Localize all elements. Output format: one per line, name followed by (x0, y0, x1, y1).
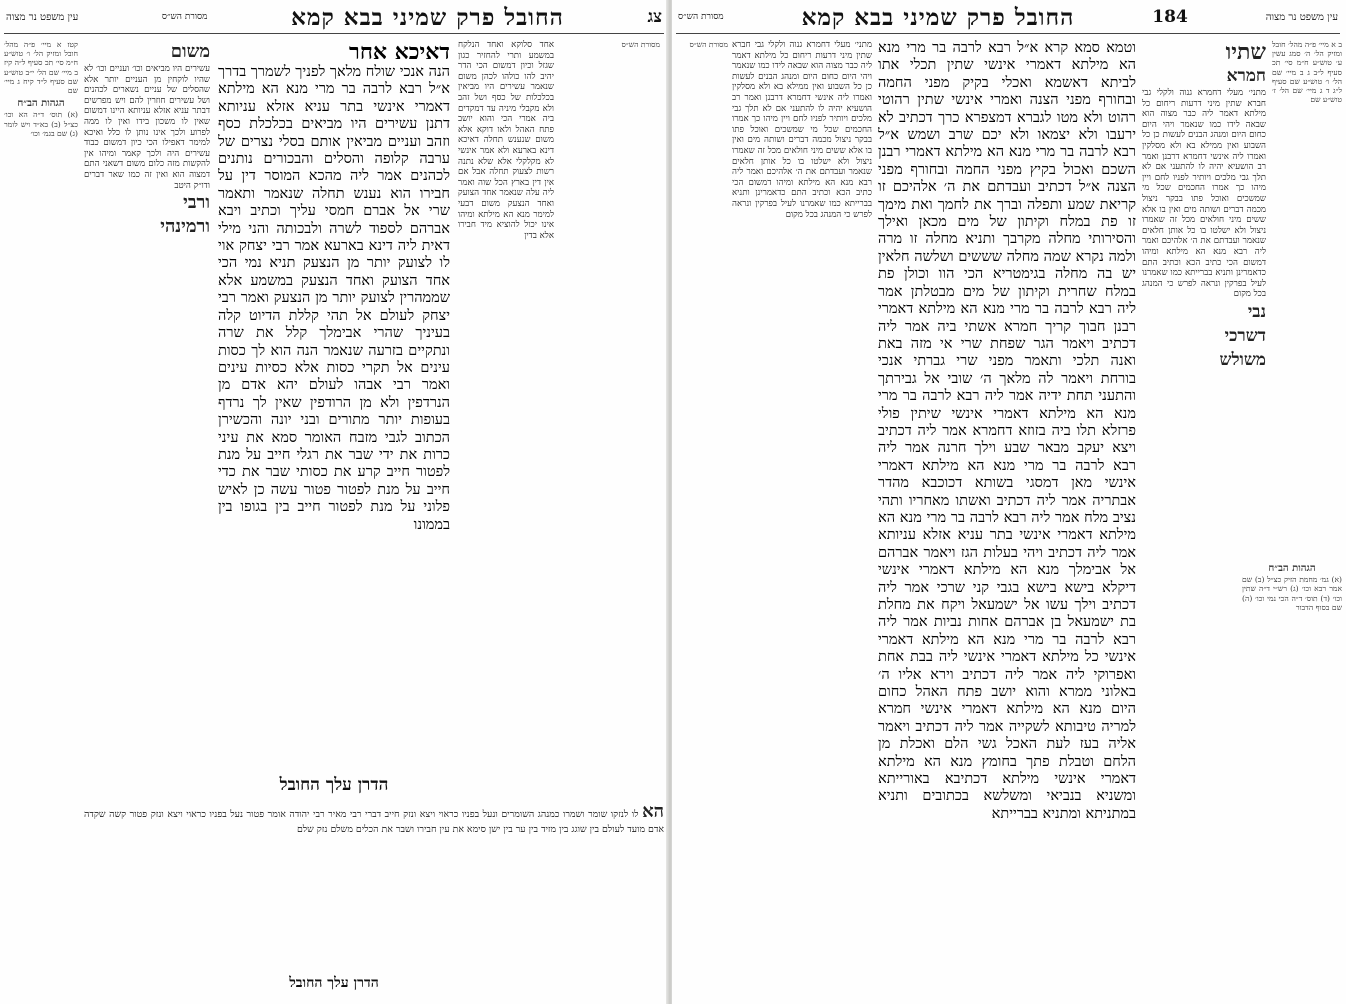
right-header-title: החובל פרק שמיני בבא קמא (801, 3, 1075, 31)
left-gemara-text: הנה אנכי שולח מלאך לפניך לשמרך בדרך א״ל רבא לרבה בר מרי מנא הא מילתא דאמרי אינשי בתר עניא אזלא עניותא דתנן עשירים היו מביאים בכלכלת כסף וזהב ועניים מביאין אותם בסלי נצרים של ערבה קלופה והסלים והבכורים נותנים לכהנים אמר ליה מהכא המוסר דין על חבירו הוא נענש תחלה שנאמר ותאמר שרי אל אברם חמסי עליך וכתיב ויבא אברהם לספוד לשרה ולבכותה והני מילי דאית ליה דינא בארעא אמר רבי יצחק אוי לו לצועק יותר מן הנצעק תניא נמי הכי אחד הצועק ואחד הנצעק במשמע אלא שממהרין לצועק יותר מן הנצעק ואמר רבי יצחק לעולם אל תהי קללת הדיוט קלה בעיניך שהרי אבימלך קלל את שרה ונתקיים בזרעה שנאמר הנה הוא לך כסות עינים אל תקרי כסות אלא כסיות עינים ואמר רבי אבהו לעולם יהא אדם מן הנרדפין ולא מן הרודפין שאין לך נרדף בעופות יותר מתורים ובני יונה והכשירן הכתוב לגבי מזבח האומר סמא את עיני כרות את ידי שבר את רגלי חייב על מנת לפטור חייב קרע את כסותי שבר את כדי חייב על מנת לפטור פטור עשה כן לאיש פלוני על מנת לפטור חייב בין בגופו בין בממונו (218, 64, 450, 533)
left-rashi-column: אחד סלוקא ואחד הנלקח במשמע ותרי להחזיר כגון שגזל וכיון דמשום הכי הדר יהיב להו כולהו לכהן משום שנאמר עשירים היו מביאין בכלכלות של כסף ושל זהב ולא מקבלי מיניה עד דמקדים ביה אמרי הכי והוא יושב פתח האהל ולאו דוקא אלא משום שנענש תחלה דאיכא דינא בארעא ולא אמר אינשי לא מקלקלי אלא שלא נתנה רשות לצעוק תחלה אבל אם אין דין בארץ הכל שוה ואמר ליה עלה שנאמר אחד הצועק ואחד הנצעק משום דבעי למימר מנא הא מילתא ומיהו אינו יכול להוציא מיד חבירו אלא בדין (458, 40, 554, 241)
left-ein-mishpat-label: עין משפט נר מצוה (6, 11, 79, 23)
right-hagahot (1242, 560, 1342, 820)
right-side-word-4: משולש (1219, 349, 1266, 370)
right-rashi-column (1142, 40, 1266, 560)
left-header-title: החובל פרק שמיני בבא קמא (291, 3, 564, 31)
right-mishnah-lead: שתיו (1225, 40, 1266, 65)
left-header (6, 2, 662, 32)
right-inner-masoret: מסורת הש״ס (689, 40, 728, 49)
right-hagahot-text: (א) גמ׳ מחמת הזיק כצ״ל (ב) שם אמר רבא וכו׳ (ג) רש״י ד״ה שתין וכו׳ (ד) תוס׳ ד״ה הכי נמי וכו׳ (ה) שם בסוף הדבור (1242, 575, 1342, 612)
left-bottom-text (84, 800, 664, 970)
left-chapter-end-heading: הדרן עלך החובל (279, 775, 389, 795)
right-side-word-1: חמרא (1226, 66, 1266, 86)
left-masoret-label: מסורת הש״ס (161, 12, 208, 22)
right-header (678, 2, 1338, 32)
right-masoret-label: מסורת הש״ס (678, 12, 724, 22)
left-hagahot-title: הגהות הב״ח (17, 98, 65, 110)
right-side-word-2: נבי (1247, 301, 1266, 322)
right-inner-margin (676, 40, 728, 840)
left-side-word-1: משום (170, 41, 210, 62)
right-rashi-text: מתני׳ מעלי דחמרא גנוה ולקלי גבי חברא שתין מיני דרעות ריחום כל מילתא דאמר ליה כבר מצוה הוא שבאה לידו כמו שנאמר ויהי היום כחום היום ומנהג הבנים לעשות כן כל השבוע ואין ממילא בא ולא מסלקין ואמרו ליה אינשי דחמרא דרבנן ואמר רב הושעיא יהיה לו להתעני אם לא תלך גבי מלכים ויותיר לפניו לחם ויין מיהו כך אמרו החכמים שכל מי שמשכים ואוכל פתו בבקר ניצול מכמה דברים ושותה מים ואין בו אלא ששים מיני חולאים מכל זה שאמרו ניצול ולא ישלטו בו כל אותן חלאים שנאמר ועבדתם את ה׳ אלהיכם ואמר ליה רבא מנא הא מילתא ומיהו דמשום הכי כתיב הכא וכתיב התם כדאמרינן ותניא בברייתא כמו שאמרנו לעיל בפרקין ונראה לפרש כי המנהג בכל מקום (1142, 88, 1266, 300)
left-tosafot-column (84, 40, 210, 770)
left-inner-margin (560, 40, 660, 740)
left-bottom-chapter-end: הדרן עלך החובל (289, 975, 379, 991)
right-page-number: 184 (1152, 7, 1188, 27)
left-side-word-3: ורמינהי (160, 216, 210, 238)
left-inner-masoret: מסורת הש״ס (621, 40, 660, 49)
left-margin-text: קטז א מיי׳ פ״ה מהל׳ חובל ומזיק הל׳ ו׳ טוש״ע ח״מ סי׳ תכ סעיף ל״ה קיז ב מיי׳ שם הל׳ י״ב טוש״ע שם סעיף ל״ד קיח ג מיי׳ שם (4, 40, 78, 96)
right-outer-margin (1272, 40, 1342, 600)
right-hagahot-title: הגהות הב״ח (1268, 563, 1316, 574)
right-gemara-column: וטמא סמא קרא א״ל רבא לרבה בר מרי מנא הא מילתא דאמרי אינשי שתין תכלי אתו לביתא דאשמא ואכלי בקיק מפני החמה ובחורף מפני הצנה ואמרי אינשי שתין רהוטי רהוט ולא מטו לגברא דמצפרא כרך דכתיב לא ירעבו ולא יצמאו ולא יכם שרב ושמש א״ל רבא לרבה בר מרי מנא הא מילתא דאמרי רבנן השכם ואכול בקיץ מפני החמה ובחורף מפני הצנה א״ל דכתיב ועבדתם את ה׳ אלהיכם זו קריאת שמע ותפלה וברך את לחמך ואת מימך זו פת במלח וקיתון של מים מכאן ואילך והסירותי מחלה מקרבך ותניא מחלה זו מרה ולמה נקרא שמה מחלה שששים ושלשה חלאין יש בה מחלה בגימטריא הכי הוו וכולן פת במלח שחרית וקיתון של מים מבטלתן אמר ליה רבא לרבה בר מרי מנא הא מילתא דאמרי רבנן חבוך קריך חמרא אשתי ביה אמר ליה דכתיב ויאמר הגר שפחת שרי אי מזה באת ואנה תלכי ותאמר מפני שרי גברתי אנכי בורחת ויאמר לה מלאך ה׳ שובי אל גבירתך והתעני תחת ידיה אמר ליה רבא לרבה בר מרי מנא הא מילתא דאמרי אינשי שיתין פולי פרזלא תלו ביה בזוזא דחמרא אמר ליה דכתיב ויצא יעקב מבאר שבע וילך חרנה אמר ליה רבא לרבה בר מרי מנא הא מילתא דאמרי אינשי מאן דמסגי בשותא דכוכבא מהדר אבתריה אמר ליה דכתיב ואשתו מאחריו ותהי נציב מלח אמר ליה רבא לרבה בר מרי מנא הא מילתא דאמרי אינשי בתר עניא אזלא עניותא אמר ליה דכתיב ויהי בעלות הגז ויאמר אברהם אל אבימלך מנא הא מילתא דאמרי אינשי דיקלא בישא בישא בגבי קני שרכי אמר ליה דכתיב וילך עשו אל ישמעאל ויקח את מחלת בת ישמעאל בן אברהם אחות נביות אמר ליה רבא לרבה בר מרי מנא הא מילתא דאמרי אינשי כל מילתא דאמרי אינשי ליה בבת אחת ואפרוקי ליה אמר ליה דכתיב וירא אליו ה׳ באלוני ממרא והוא יושב פתח האהל כחום היום מנא הא מילתא דאמרי אינשי חמרא למריה טיבותא לשקייה אמר ליה דכתיב ויאמר אליה בעז לעת האכל גשי הלם ואכלת מן הלחם וטבלת פתך בחומץ מנא הא מילתא דאמרי אינשי מילתא דכתיבא באורייתא ומשניא בנביאי ומשלשא בכתובים ותניא במתניתא ומתניא בברייתא (878, 40, 1136, 822)
right-page (672, 0, 1346, 1004)
left-opening-words: דאיכא אחר (349, 40, 450, 65)
right-tosafot-column: מתני׳ מעלי דחמרא גנוה ולקלי גבי חברא שתין מיני דרעות ריחום כל מילתא דאמר ליה כבר מצוה הוא שבאה לידו כמו שנאמר ויהי היום כחום היום ומנהג הבנים לעשות כן כל השבוע ואין ממילא בא ולא מסלקין ואמרו ליה אינשי דחמרא דרבנן ואמר רב הושעיא יהיה לו להתעני אם לא תלך גבי מלכים ויותיר לפניו לחם ויין מיהו כך אמרו החכמים שכל מי שמשכים ואוכל פתו בבקר ניצול מכמה דברים ושותה מים ואין בו אלא ששים מיני חולאים מכל זה שאמרו ניצול ולא ישלטו בו כל אותן חלאים שנאמר ועבדתם את ה׳ אלהיכם ואמר ליה רבא מנא הא מילתא ומיהו דמשום הכי כתיב הכא וכתיב התם כדאמרינן ותניא בברייתא כמו שאמרנו לעיל בפרקין ונראה לפרש כי המנהג בכל מקום (732, 40, 872, 220)
left-bottom-heading: הא (642, 801, 664, 822)
right-margin-text: ב א מיי׳ פ״ה מהל׳ חובל ומזיק הל׳ ה׳ סמג עשין ע׳ טוש״ע ח״מ סי׳ תכ סעיף ל״ב ג ב מיי׳ שם הל׳ ו׳ טוש״ע שם סעיף ל״ג ד ג מיי׳ שם הל׳ ז׳ טוש״ע שם (1272, 40, 1342, 105)
left-outer-margin (4, 40, 78, 740)
left-tosafot-text: עשירים היו מביאים וכו׳ ועניים וכו׳ לא שהיו לוקחין מן העניים יותר אלא שהסלים של עניים נשארים לכהנים ושל עשירים חוזרין להם ויש מפרשים דבתר עניא אזלא עניותא היינו דמשום שאין לו משכון בידו ואין לו ממה לפרוע ולכך אינו נותן לו כלל ואיכא למימר דאפילו הכי כיון דמשום כבוד עשירים היה ולכך קאמר ומיהו אין להקשות מזה כלום משום דשאני התם דמצוה הוא ואין זה כמו שאר דברים ודו״ק היטב (84, 64, 210, 191)
left-side-word-2: ורבי (183, 192, 210, 214)
left-gemara-column (218, 40, 450, 770)
left-page-mark: צג (647, 7, 662, 27)
left-page (0, 0, 669, 1004)
right-ein-mishpat-label: עין משפט נר מצוה (1265, 11, 1338, 23)
left-hagahot-text: (א) תוס׳ ד״ה הא וכו׳ כצ״ל (ב) בא״ד ויש לומר (ג) שם בגמ׳ וכו׳ (4, 110, 78, 138)
left-bottom-body: לו לנזקו שומר ושמרו כמנהג השומרים ונעל בפניו כראוי ויצא ונזק חייב דברי רבי מאיר רבי יהודה אומר פטור נעל בפניו כראוי ויצא ונזק פטור קשה שקדה אדם מועד לעולם בין שוגג בין מזיד בין ער בין ישן סימא את עין חבירו ושבר את הכלים משלם נזק שלם (84, 809, 664, 835)
right-side-word-3: דשרכי (1224, 325, 1266, 346)
